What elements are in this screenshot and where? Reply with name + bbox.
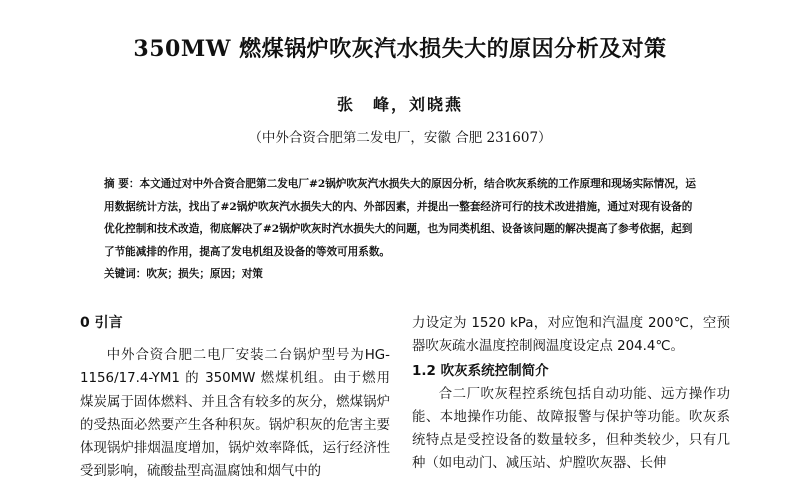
abstract-text: 本文通过对中外合资合肥第二发电厂#2锅炉吹灰汽水损失大的原因分析，结合吹灰系统的工作原理和现场实际情况，运用数据统计方法，找出了#2锅炉吹灰汽水损失大的内、外部因素，并提出一整套经济可行的技术改进措施，通过对现有设备的优化控制和技术改造，彻底解决了#2锅炉吹灰时汽水损失大的问题，也为同类机组、设备该问题的解决提高了参考依据，起到了节能减排的作用，提高了发电机组及设备的等效可用系数。 [104,178,697,258]
left-column [80,312,390,484]
keywords-label: 关键词： [104,268,147,280]
abstract-label: 摘 要： [104,178,140,190]
keywords [104,263,698,285]
keywords-text: 吹灰；损失；原因；对策 [146,268,263,280]
introduction-paragraph: 中外合资合肥二电厂安装二台锅炉型号为HG-1156/17.4-YM1 的 350MW 燃煤机组。由于燃用煤炭属于固体燃料、并且含有较多的灰分，燃煤锅炉的受热面必然要产生各种积灰。锅炉积灰的危害主要体现锅炉排烟温度增加，锅炉效率降低，运行经济性受到影响，硫酸盐型高温腐蚀和烟气中的 [80,348,390,480]
right-paragraph-top: 力设定为 1520 kPa，对应饱和汽温度 200℃，空预器吹灰疏水温度控制阀温度设定点 204.4℃。 [412,316,730,355]
paper-authors: 张 峰，刘晓燕 [336,95,463,114]
paper-title: 350MW 燃煤锅炉吹灰汽水损失大的原因分析及对策 [133,36,667,62]
right-paragraph: 合二厂吹灰程控系统包括自动功能、远方操作功能、本地操作功能、故障报警与保护等功能。吹灰系统特点是受控设备的数量较多，但种类较少，只有几种（如电动门、减压站、炉膛吹灰器、长伸 [412,386,730,472]
section-heading-introduction: 0 引言 [80,315,123,331]
abstract [104,173,698,263]
subsection-heading: 1.2 吹灰系统控制简介 [412,362,549,379]
paper-affiliation: （中外合资合肥第二发电厂，安徽 合肥 231607） [248,130,552,146]
right-column [412,312,730,476]
